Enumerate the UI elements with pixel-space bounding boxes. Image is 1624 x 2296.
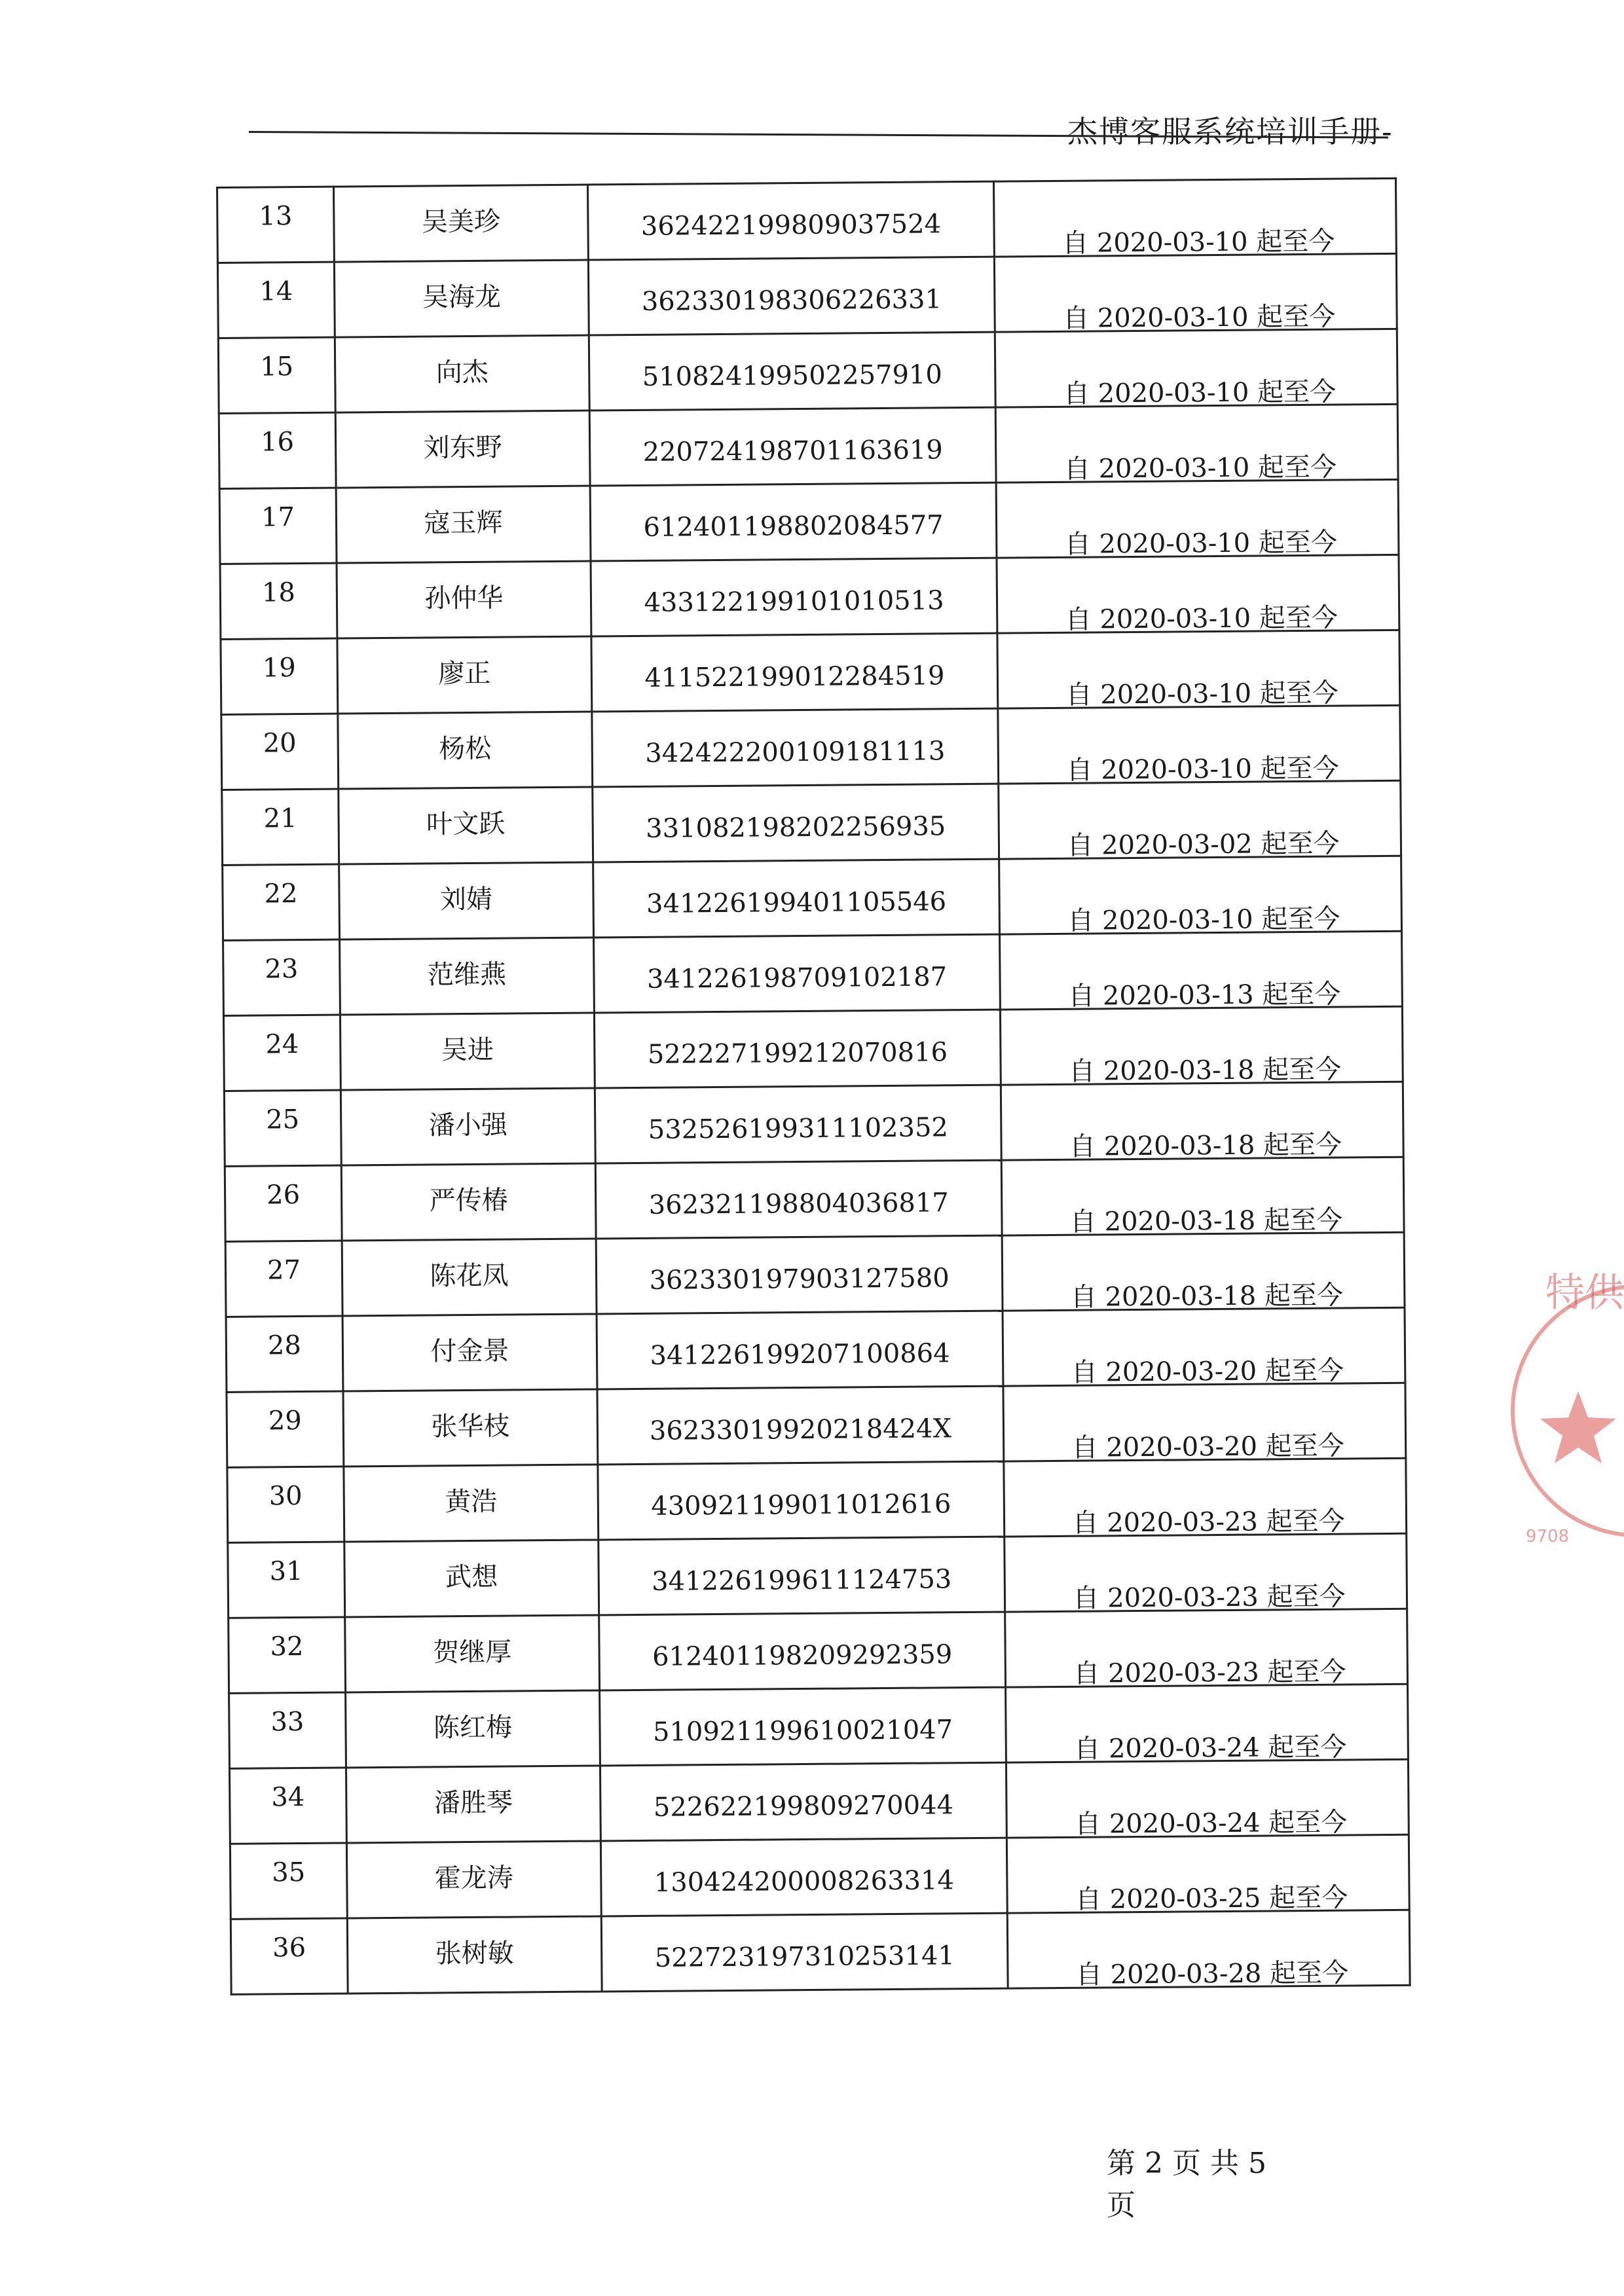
employee-name-cell	[346, 1766, 600, 1843]
row-number-cell	[223, 939, 341, 1015]
employee-name-cell	[342, 1239, 597, 1316]
employee-name-cell	[338, 712, 593, 789]
row-number-cell	[221, 714, 339, 790]
employee-name: 潘胜琴	[434, 1787, 513, 1819]
id-number: 522723197310253141	[654, 1941, 955, 1973]
employee-name: 吴海龙	[422, 282, 502, 313]
row-number-cell	[220, 563, 337, 639]
id-number-cell	[591, 633, 998, 712]
employee-name-cell	[336, 486, 591, 563]
employee-name: 陈花凤	[430, 1260, 509, 1292]
row-number: 35	[272, 1857, 306, 1888]
svg-text:特供: 特供	[1545, 1270, 1624, 1316]
table-row	[224, 1082, 1403, 1166]
employee-name: 寇玉辉	[424, 507, 503, 539]
table-row	[217, 178, 1397, 263]
employment-period: 自 2020-03-18 起至今	[1069, 1129, 1342, 1162]
row-number: 22	[264, 879, 298, 909]
employment-period: 自 2020-03-24 起至今	[1074, 1807, 1348, 1840]
employee-name-cell	[346, 1841, 601, 1918]
row-number-cell	[229, 1617, 346, 1693]
id-number: 362330198306226331	[641, 284, 942, 317]
row-number-cell	[219, 412, 336, 488]
employee-name-cell	[344, 1540, 599, 1617]
id-number: 341226199611124753	[652, 1564, 952, 1597]
id-number-cell	[589, 407, 996, 486]
table-row	[223, 931, 1403, 1015]
employee-name-cell	[339, 787, 593, 864]
id-number-cell	[589, 332, 995, 410]
id-number-cell	[588, 257, 995, 335]
employment-period-cell	[995, 404, 1398, 483]
table-row	[225, 1232, 1405, 1317]
table-row	[227, 1383, 1406, 1467]
row-number-cell	[230, 1843, 347, 1919]
employment-period-cell	[1002, 1232, 1405, 1311]
id-number: 411522199012284519	[644, 661, 945, 693]
id-number-cell	[594, 1010, 1001, 1088]
employee-table	[216, 177, 1409, 1995]
id-number: 341226199401105546	[646, 886, 947, 919]
id-number-cell	[590, 483, 997, 561]
employee-name: 吴进	[441, 1034, 494, 1066]
id-number-cell	[601, 1913, 1008, 1992]
row-number: 26	[266, 1180, 301, 1211]
employee-name: 潘小强	[428, 1110, 507, 1141]
employee-name: 黄浩	[445, 1486, 498, 1518]
employee-name-cell	[340, 938, 595, 1015]
employment-period: 自 2020-03-10 起至今	[1064, 527, 1338, 560]
id-number: 430921199011012616	[651, 1489, 951, 1522]
row-number: 18	[261, 577, 296, 608]
employee-name: 贺继厚	[432, 1637, 512, 1668]
employee-name: 杨松	[439, 733, 492, 765]
row-number: 30	[268, 1481, 303, 1512]
row-number-cell	[227, 1467, 344, 1542]
id-number-cell	[587, 181, 994, 260]
employee-name: 孙仲华	[424, 583, 504, 614]
id-number: 362422199809037524	[640, 209, 942, 242]
row-number-cell	[229, 1768, 346, 1844]
employment-period: 自 2020-03-28 起至今	[1075, 1958, 1349, 1990]
svg-text:9708: 9708	[1526, 1527, 1570, 1546]
employment-period: 自 2020-03-10 起至今	[1067, 903, 1340, 936]
employee-name-cell	[334, 260, 589, 337]
employment-period-cell	[999, 856, 1402, 934]
table-row	[227, 1458, 1407, 1542]
table-row	[218, 329, 1397, 413]
table-row	[230, 1834, 1409, 1919]
table-row	[222, 780, 1401, 865]
id-number-cell	[596, 1235, 1003, 1314]
id-number-cell	[591, 558, 997, 636]
employee-name: 范维燕	[427, 959, 507, 991]
employee-name: 张树敏	[435, 1938, 514, 1969]
id-number-cell	[600, 1687, 1006, 1766]
employment-period-cell	[1003, 1383, 1406, 1461]
employment-period-cell	[1005, 1609, 1408, 1687]
id-number: 130424200008263314	[654, 1865, 955, 1898]
employee-name-cell	[340, 1013, 595, 1090]
row-number-cell	[218, 337, 335, 413]
employee-name-cell	[342, 1314, 597, 1391]
id-number-cell	[600, 1838, 1007, 1916]
row-number: 16	[260, 427, 295, 458]
employment-period-cell	[1006, 1684, 1409, 1762]
id-number: 36233019920218424X	[649, 1413, 952, 1446]
employee-name: 向杰	[435, 357, 489, 388]
employment-period: 自 2020-03-25 起至今	[1075, 1882, 1348, 1915]
employment-period-cell	[997, 555, 1399, 633]
row-number: 15	[260, 352, 294, 382]
table-row	[229, 1759, 1409, 1844]
id-number-cell	[593, 784, 999, 862]
id-number-cell	[597, 1311, 1003, 1389]
employee-name: 叶文跃	[426, 809, 506, 840]
employment-period: 自 2020-03-10 起至今	[1065, 602, 1338, 635]
employment-period: 自 2020-03-24 起至今	[1074, 1732, 1347, 1764]
employment-period-cell	[993, 178, 1396, 257]
employee-name-cell	[347, 1916, 602, 1994]
employee-name: 霍龙涛	[434, 1863, 513, 1894]
row-number-cell	[229, 1692, 346, 1768]
row-number: 13	[259, 201, 293, 232]
row-number: 27	[267, 1255, 301, 1286]
row-number-cell	[224, 1090, 341, 1166]
table-body	[217, 178, 1411, 1994]
row-number: 19	[262, 653, 296, 683]
table-row	[219, 479, 1399, 564]
row-number-cell	[227, 1391, 344, 1467]
employment-period: 自 2020-03-13 起至今	[1068, 979, 1341, 1011]
id-number: 433122199101010513	[644, 585, 944, 618]
employment-period-cell	[1006, 1834, 1409, 1913]
id-number: 331082198202256935	[645, 811, 946, 844]
id-number: 612401198802084577	[643, 510, 944, 543]
id-number: 612401198209292359	[652, 1639, 953, 1672]
employee-name-cell	[341, 1163, 596, 1241]
employment-period: 自 2020-03-23 起至今	[1072, 1506, 1345, 1539]
row-number-cell	[217, 187, 335, 263]
table-row	[220, 555, 1399, 639]
id-number: 341226199207100864	[650, 1338, 950, 1371]
row-number-cell	[219, 488, 337, 564]
employee-name-cell	[335, 335, 589, 412]
employee-name-cell	[337, 561, 591, 638]
row-number: 21	[263, 803, 297, 834]
table-row	[228, 1533, 1407, 1618]
row-number-cell	[217, 262, 335, 338]
employment-period: 自 2020-03-02 起至今	[1067, 828, 1340, 861]
employee-name: 刘东野	[423, 432, 502, 464]
row-number: 36	[272, 1933, 306, 1963]
row-number-cell	[223, 864, 340, 940]
id-number-cell	[595, 1085, 1001, 1163]
row-number: 25	[266, 1104, 300, 1135]
employee-name: 吴美珍	[421, 206, 501, 238]
id-number-cell	[595, 1160, 1002, 1239]
employee-name: 陈红梅	[433, 1712, 513, 1743]
employee-name: 武想	[445, 1561, 498, 1593]
employment-period-cell	[1001, 1157, 1404, 1235]
employee-name-cell	[344, 1465, 599, 1542]
employment-period-cell	[1007, 1910, 1410, 1988]
id-number: 510921199610021047	[652, 1715, 953, 1747]
row-number: 17	[261, 502, 295, 533]
table-row	[223, 856, 1402, 940]
row-number-cell	[226, 1316, 343, 1392]
row-number-cell	[222, 789, 339, 865]
row-number: 20	[263, 728, 297, 759]
employment-period: 自 2020-03-18 起至今	[1070, 1280, 1344, 1313]
row-number-cell	[228, 1542, 345, 1618]
employment-period: 自 2020-03-20 起至今	[1071, 1355, 1344, 1388]
row-number-cell	[221, 638, 338, 714]
employment-period: 自 2020-03-23 起至今	[1073, 1656, 1346, 1689]
employment-period-cell	[996, 479, 1399, 558]
id-number: 362321198804036817	[648, 1188, 949, 1220]
employee-name-cell	[335, 410, 590, 488]
row-number: 23	[265, 954, 299, 985]
id-number-cell	[600, 1762, 1006, 1841]
employment-period-cell	[1006, 1759, 1409, 1838]
employment-period: 自 2020-03-10 起至今	[1063, 452, 1337, 484]
id-number-cell	[598, 1461, 1005, 1540]
id-number-cell	[599, 1537, 1005, 1615]
employee-name: 刘婧	[439, 884, 493, 915]
employment-period: 自 2020-03-10 起至今	[1062, 226, 1335, 259]
employment-period-cell	[997, 630, 1400, 708]
id-number: 362330197903127580	[649, 1263, 950, 1296]
employee-name: 张华枝	[431, 1411, 510, 1442]
row-number: 14	[259, 276, 293, 307]
id-number-cell	[592, 708, 999, 787]
row-number: 24	[265, 1029, 299, 1060]
page-number: 第 2 页 共 5 页	[1107, 2147, 1266, 2222]
row-number-cell	[225, 1165, 342, 1241]
employment-period: 自 2020-03-10 起至今	[1063, 376, 1337, 409]
employment-period: 自 2020-03-10 起至今	[1062, 301, 1336, 334]
employee-name-cell	[337, 636, 592, 714]
document-header-title: 杰博客服系统培训手册-	[1067, 114, 1393, 149]
row-number-cell	[231, 1918, 348, 1994]
id-number: 220724198701163619	[642, 435, 943, 467]
company-seal	[1500, 1234, 1624, 1588]
table-row	[221, 705, 1401, 790]
id-number: 532526199311102352	[648, 1112, 949, 1145]
id-number: 510824199502257910	[642, 359, 943, 392]
employee-name-cell	[345, 1615, 600, 1692]
row-number: 34	[271, 1782, 305, 1813]
table-row	[217, 253, 1397, 338]
employment-period-cell	[1001, 1082, 1403, 1160]
table-row	[231, 1910, 1410, 1994]
seal-star-icon	[1540, 1391, 1616, 1463]
employment-period: 自 2020-03-18 起至今	[1068, 1054, 1342, 1087]
row-number: 29	[268, 1406, 302, 1436]
table-row	[225, 1157, 1404, 1241]
table-row	[219, 404, 1398, 488]
id-number-cell	[599, 1612, 1006, 1690]
employment-period-cell	[999, 780, 1401, 859]
employee-name-cell	[346, 1690, 600, 1768]
employment-period-cell	[1003, 1307, 1405, 1386]
employee-name-cell	[339, 862, 594, 939]
employment-period-cell	[994, 253, 1397, 332]
employment-period-cell	[998, 705, 1401, 784]
table-row	[223, 1006, 1403, 1091]
employee-name-cell	[343, 1389, 598, 1467]
employment-period-cell	[1000, 931, 1403, 1010]
employment-period: 自 2020-03-20 起至今	[1071, 1430, 1344, 1463]
employment-period: 自 2020-03-10 起至今	[1065, 678, 1338, 710]
row-number-cell	[223, 1015, 341, 1091]
employee-name: 付金景	[430, 1336, 509, 1367]
row-number: 31	[269, 1556, 303, 1587]
employment-period-cell	[995, 329, 1397, 407]
employment-period-cell	[1005, 1533, 1407, 1612]
id-number-cell	[594, 934, 1001, 1013]
table-row	[221, 630, 1400, 714]
id-number-cell	[597, 1386, 1004, 1465]
table-row	[229, 1684, 1409, 1768]
id-number: 522622199809270044	[653, 1790, 954, 1823]
employee-name-cell	[341, 1088, 595, 1165]
employment-period: 自 2020-03-10 起至今	[1066, 753, 1339, 786]
employee-name-cell	[334, 185, 589, 262]
employee-name: 严传椿	[429, 1185, 508, 1216]
employment-period: 自 2020-03-18 起至今	[1069, 1205, 1343, 1237]
row-number: 28	[267, 1330, 302, 1361]
row-number: 33	[270, 1707, 304, 1738]
table-row	[226, 1307, 1405, 1392]
id-number: 341226198709102187	[646, 962, 948, 994]
employment-period-cell	[1004, 1458, 1407, 1537]
id-number: 522227199212070816	[647, 1037, 948, 1070]
table-row	[229, 1609, 1408, 1693]
employment-period-cell	[1000, 1006, 1403, 1085]
employment-period: 自 2020-03-23 起至今	[1073, 1581, 1346, 1614]
row-number-cell	[225, 1241, 342, 1317]
employee-name: 廖正	[438, 658, 491, 689]
row-number: 32	[270, 1631, 304, 1662]
id-number: 342422200109181113	[645, 736, 946, 769]
id-number-cell	[593, 859, 1000, 938]
